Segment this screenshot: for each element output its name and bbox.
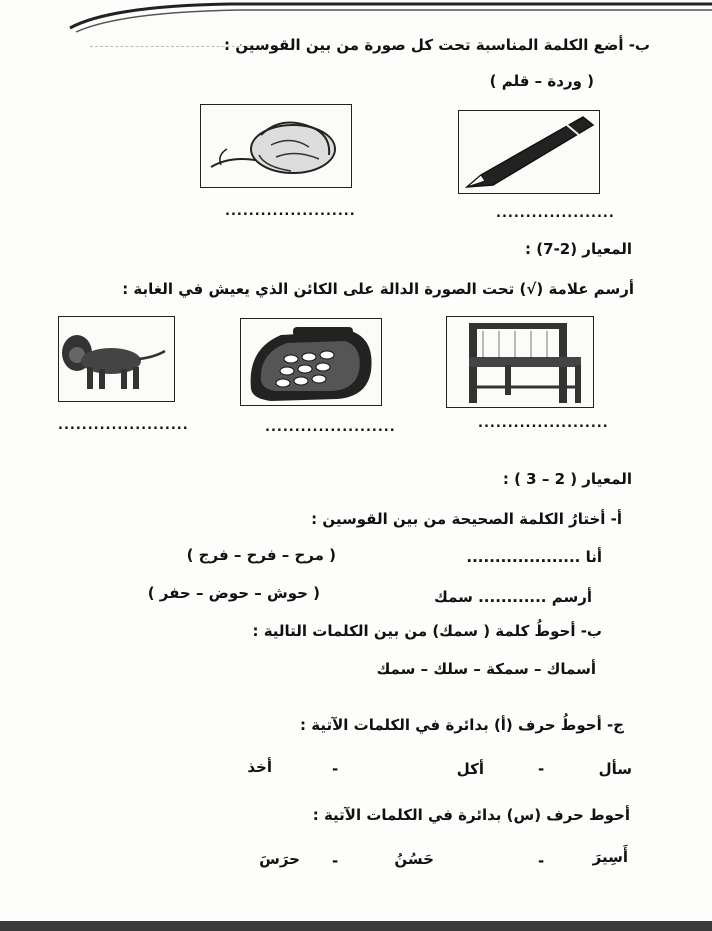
section-a-line1-choices: ( مرح – فرح – فرج ) <box>186 546 336 564</box>
section-a-instruction: أ- أختارُ الكلمة الصحيحة من بين القوسين : <box>311 510 622 528</box>
rose-answer-blank[interactable]: ...................... <box>225 204 356 219</box>
section-s-word-2[interactable]: حَسُنُ <box>394 850 434 868</box>
pen-icon <box>459 111 599 193</box>
chair-picture <box>446 316 594 408</box>
section-b2-instruction: ب- أحوطُ كلمة ( سمك) من بين الكلمات التالية : <box>252 622 602 640</box>
section-s-word-3[interactable]: حرَسَ <box>259 850 300 868</box>
section-c-instruction: ج- أحوطُ حرف (أ) بدائرة في الكلمات الآتية : <box>300 716 624 734</box>
page-bottom-edge <box>0 921 712 931</box>
section-s-instruction: أحوط حرف (س) بدائرة في الكلمات الآتية : <box>312 806 630 824</box>
lion-picture <box>58 316 175 402</box>
section-a-line2[interactable]: أرسم ............ سمك <box>434 588 592 606</box>
section-c-word-1[interactable]: سأل <box>598 760 632 778</box>
page-curl-decoration <box>0 0 712 40</box>
section-c-word-2[interactable]: أكل <box>456 760 484 778</box>
chair-icon <box>447 317 593 407</box>
criterion-label-2: المعيار ( 2 – 3 ) : <box>502 470 632 488</box>
rose-icon <box>201 105 351 187</box>
section-a-line2-choices: ( حوش – حوض – حفر ) <box>147 584 320 602</box>
section-b2-words[interactable]: أسماك – سمكة – سلك – سمك <box>376 660 596 678</box>
section-s-word-1[interactable]: أَسِيرَ <box>592 848 628 866</box>
chair-answer-blank[interactable]: ...................... <box>478 416 609 431</box>
section-b-instruction: ب- أضع الكلمة المناسبة تحت كل صورة من بين القوسين : <box>224 36 650 54</box>
word-separator: - <box>332 760 339 778</box>
pen-answer-blank[interactable]: .................... <box>496 206 615 221</box>
mark-task-instruction: أرسم علامة (√) تحت الصورة الدالة على الكائن الذي يعيش في الغابة : <box>122 280 634 298</box>
telephone-icon <box>241 319 381 405</box>
telephone-answer-blank[interactable]: ...................... <box>265 420 396 435</box>
word-separator: - <box>538 852 545 870</box>
rose-picture <box>200 104 352 188</box>
pen-picture <box>458 110 600 194</box>
lion-icon <box>59 317 174 401</box>
criterion-label-1: المعيار (2-7) : <box>525 240 632 258</box>
section-c-word-3[interactable]: أخذ <box>247 758 272 776</box>
word-separator: - <box>538 760 545 778</box>
section-a-line1[interactable]: أنا .................... <box>466 548 602 566</box>
lion-answer-blank[interactable]: ...................... <box>58 418 189 433</box>
telephone-picture <box>240 318 382 406</box>
word-separator: - <box>332 852 339 870</box>
section-b-choices: ( وردة – قلم ) <box>489 72 594 90</box>
